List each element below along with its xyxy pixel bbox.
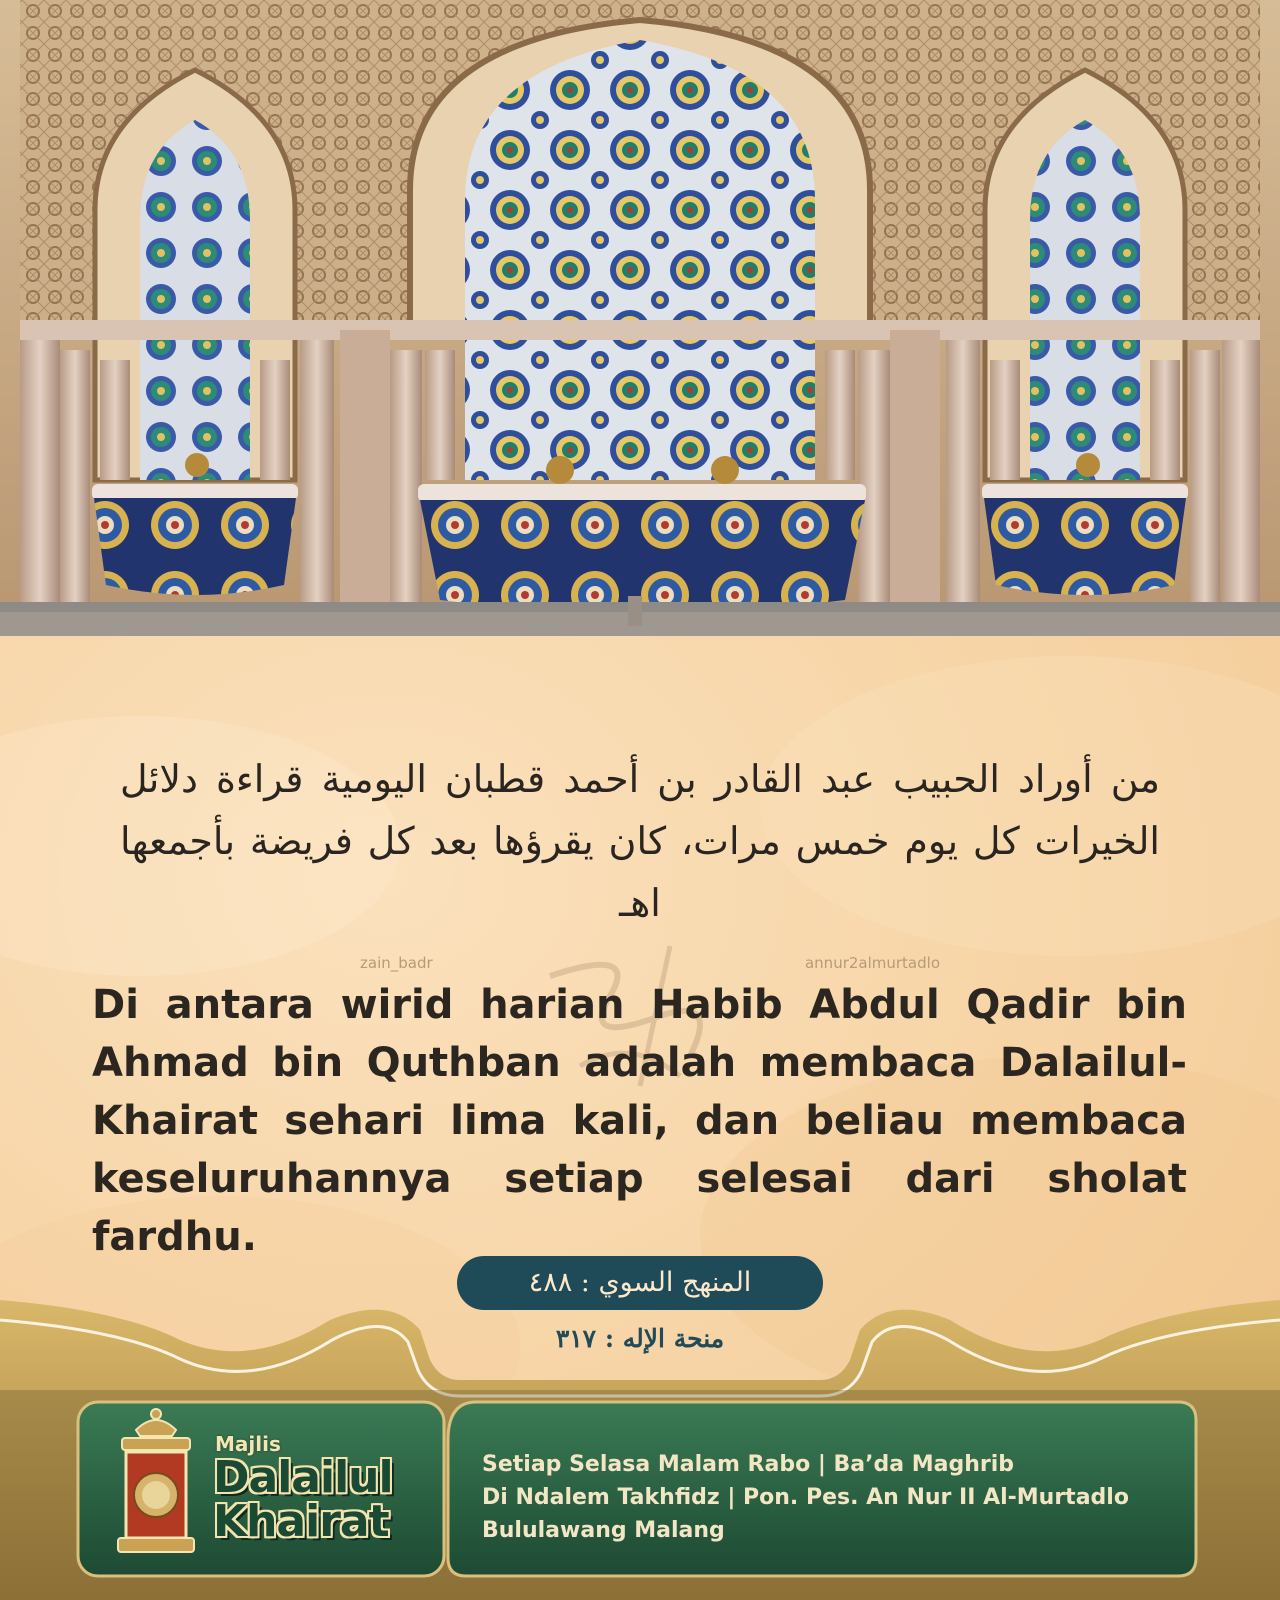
- city-line: Bululawang Malang: [482, 1518, 725, 1543]
- reference-primary-badge: المنهج السوي : ٤٨٨: [457, 1256, 823, 1310]
- reference-secondary: منحة الإله : ٣١٧: [555, 1324, 725, 1353]
- fountain-photo: [0, 0, 1280, 636]
- logo-majlis-label: Majlis: [215, 1432, 281, 1456]
- watermark-right-handle: annur2almurtadlo: [804, 954, 940, 972]
- watermark-left-handle: zain_badr: [360, 954, 433, 972]
- indonesian-translation: Di antara wirid harian Habib Abdul Qadir bin Ahmad bin Quthban adalah membaca Dalailul-Khairat sehari lima kali, dan beliau membaca keseluruhannya setiap selesai dari sholat fardhu.: [92, 982, 1187, 1260]
- arabic-quote: من أوراد الحبيب عبد القادر بن أحمد قطبان اليومية قراءة دلائل الخيرات كل يوم خمس مرات، كان يقرؤها بعد كل فريضة بأجمعها اهـ: [120, 757, 1160, 925]
- logo-title-line2: Khairat: [213, 1496, 389, 1547]
- schedule-line: Setiap Selasa Malam Rabo | Ba’da Maghrib: [482, 1452, 1015, 1477]
- location-line: Di Ndalem Takhfidz | Pon. Pes. An Nur II Al-Murtadlo: [482, 1485, 1129, 1510]
- logo-title-line1: Dalailul: [213, 1452, 393, 1503]
